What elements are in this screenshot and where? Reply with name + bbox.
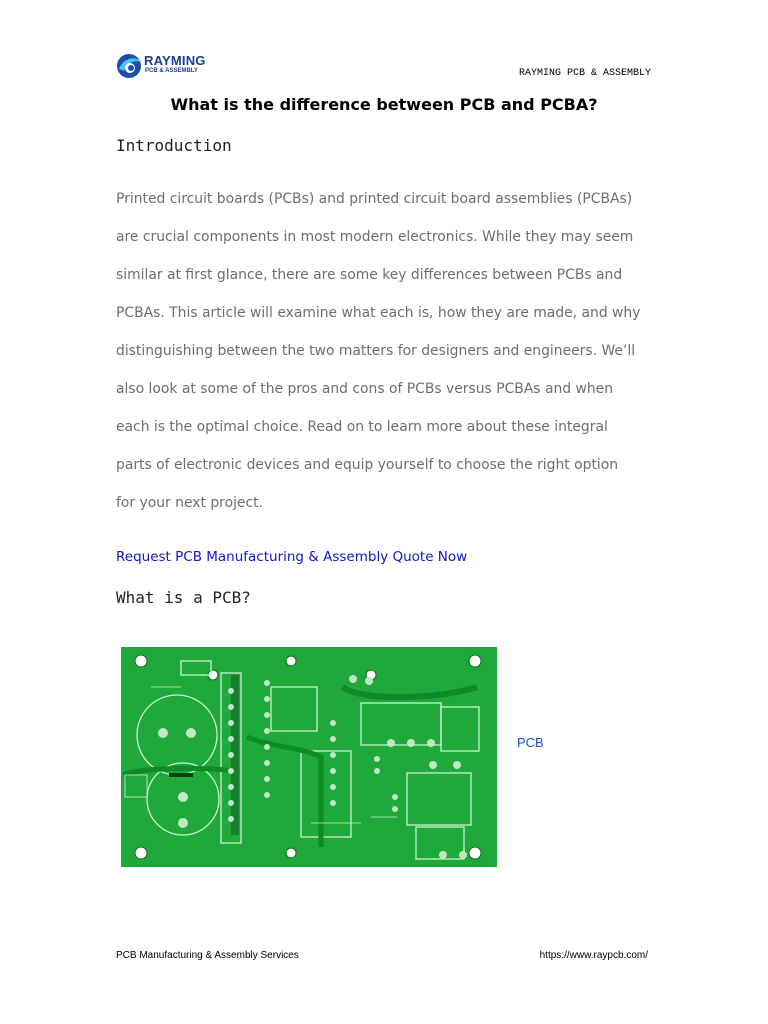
quote-request-link[interactable]: Request PCB Manufacturing & Assembly Quote Now bbox=[116, 549, 468, 565]
intro-heading: Introduction bbox=[116, 136, 232, 155]
intro-line: parts of electronic devices and equip yourself to choose the right option bbox=[116, 457, 619, 473]
intro-line: each is the optimal choice. Read on to learn more about these integral bbox=[116, 419, 608, 435]
footer-services: PCB Manufacturing & Assembly Services bbox=[116, 950, 299, 961]
company-logo bbox=[115, 50, 225, 82]
pcb-board-image bbox=[121, 647, 497, 867]
intro-line: for your next project. bbox=[116, 495, 263, 511]
logo-swirl-icon bbox=[115, 52, 143, 80]
logo-subtitle: PCB & ASSEMBLY bbox=[145, 68, 198, 74]
intro-line: also look at some of the pros and cons of PCBs versus PCBAs and when bbox=[116, 381, 614, 397]
page-title: What is the difference between PCB and PCBA? bbox=[170, 95, 598, 114]
intro-line: Printed circuit boards (PCBs) and printed circuit board assemblies (PCBAs) bbox=[116, 191, 633, 207]
running-header: RAYMING PCB & ASSEMBLY bbox=[518, 68, 651, 79]
intro-line: PCBAs. This article will examine what each is, how they are made, and why bbox=[116, 305, 641, 321]
pcb-figure-caption: PCB bbox=[517, 735, 544, 750]
pcb-heading: What is a PCB? bbox=[116, 588, 251, 607]
intro-line: similar at first glance, there are some key differences between PCBs and bbox=[116, 267, 623, 283]
logo-name: RAYMING bbox=[144, 53, 206, 68]
footer-url: https://www.raypcb.com/ bbox=[539, 950, 648, 961]
intro-paragraph bbox=[116, 180, 661, 522]
intro-line: are crucial components in most modern electronics. While they may seem bbox=[116, 229, 634, 245]
intro-line: distinguishing between the two matters for designers and engineers. We’ll bbox=[116, 343, 636, 359]
